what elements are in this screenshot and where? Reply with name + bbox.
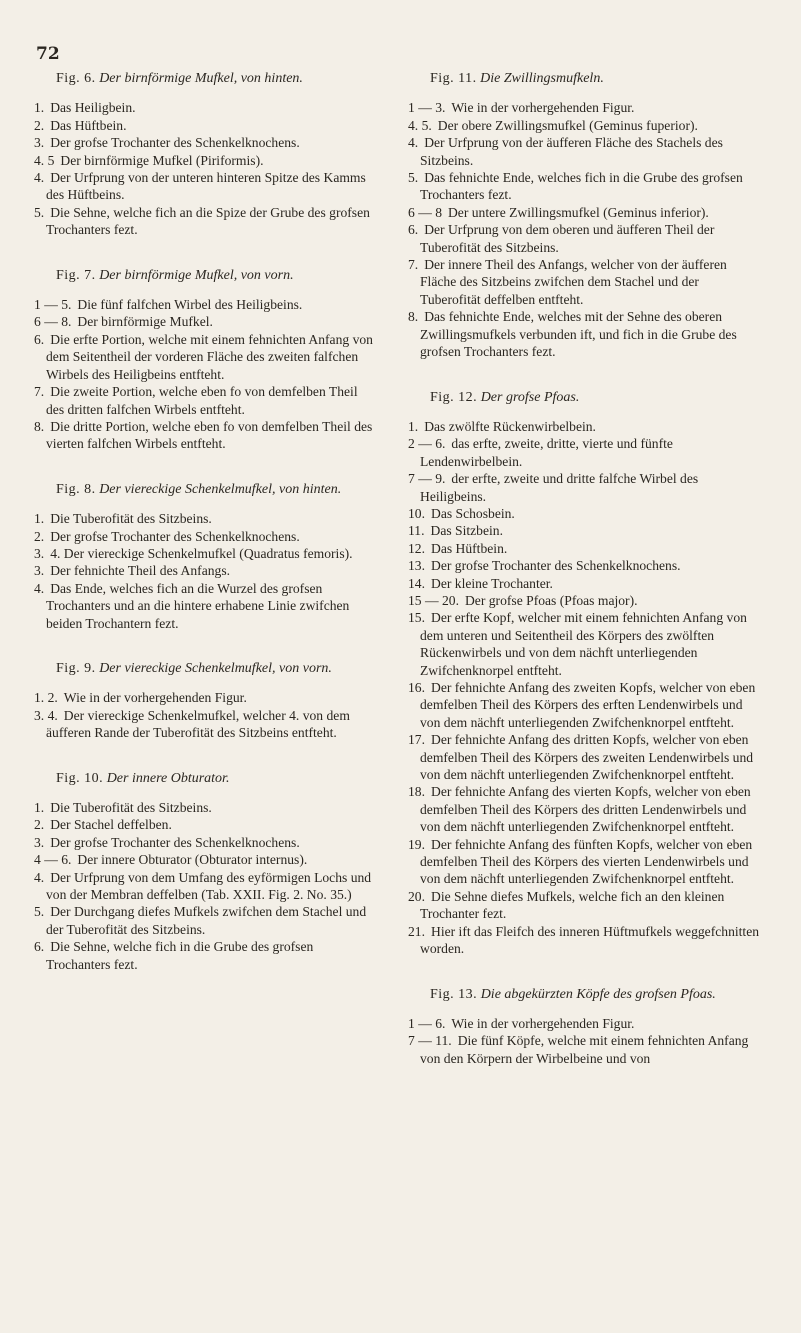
legend-item	[34, 117, 379, 134]
legend-item	[34, 510, 379, 527]
item-number: 6 — 8	[408, 204, 442, 220]
item-text: Die zweite Portion, welche eben fo von demfelben Theil des dritten falfchen Wirbels entfteht.	[46, 384, 358, 417]
legend-item	[34, 169, 379, 204]
legend-item	[408, 731, 760, 783]
item-number: 4. 5.	[408, 117, 432, 133]
item-number: 14.	[408, 575, 425, 591]
item-text: Der fehnichte Anfang des vierten Kopfs, welcher von eben demfelben Theil des Körpers des dritten Lendenwirbels und von dem nächft unterliegenden Zwifchenknorpel entfteht.	[420, 784, 751, 835]
item-text: Der grofse Trochanter des Schenkelknochens.	[50, 834, 300, 850]
item-number: 2.	[34, 817, 45, 833]
figure-label: Fig. 11.	[430, 71, 477, 86]
item-text: Der fehnichte Anfang des zweiten Kopfs, welcher von eben demfelben Theil des Körpers des erften Lendenwirbels und von dem nächft unterliegenden Zwifchenknorpel entfteht.	[420, 680, 756, 730]
item-text: Der obere Zwillingsmufkel (Geminus fuperior).	[437, 117, 698, 133]
item-number: 3.	[34, 834, 45, 850]
legend-item	[34, 903, 379, 938]
legend-item	[408, 923, 760, 958]
item-number: 1 — 3.	[408, 100, 446, 116]
legend-item	[408, 505, 760, 522]
item-number: 3.	[34, 545, 45, 561]
legend-item	[34, 545, 379, 562]
item-text: Der Stachel deffelben.	[50, 817, 172, 833]
item-text: Der birnförmige Mufkel (Piriformis).	[60, 152, 264, 168]
legend-item	[408, 679, 760, 731]
item-text: Der grofse Trochanter des Schenkelknochens.	[431, 558, 681, 574]
figure-title: Der birnförmige Mufkel, von vorn.	[99, 267, 294, 283]
item-text: Wie in der vorhergehenden Figur.	[63, 690, 247, 706]
item-text: Die Sehne, welche fich an die Spize der Grube des grofsen Trochanters fezt.	[46, 204, 370, 238]
legend-item	[408, 256, 760, 308]
figure-heading	[56, 481, 379, 498]
item-number: 15 — 20.	[408, 592, 459, 608]
item-number: 4.	[34, 869, 45, 885]
figure-legend	[34, 267, 379, 453]
legend-item	[34, 707, 379, 742]
figure-legend	[34, 481, 379, 632]
item-number: 17.	[408, 732, 425, 748]
figure-legend	[34, 660, 379, 742]
item-text: Das fehnichte Ende, welches fich in die Grube des grofsen Trochanters fezt.	[420, 170, 743, 203]
figure-title: Die abgekürzten Köpfe des grofsen Pfoas.	[480, 986, 716, 1002]
item-text: Der fehnichte Theil des Anfangs.	[50, 563, 231, 579]
item-number: 3.	[34, 135, 45, 151]
item-number: 18.	[408, 784, 425, 800]
legend-item	[34, 331, 379, 383]
item-number: 1.	[408, 418, 419, 434]
figure-legend	[408, 70, 760, 361]
figure-heading	[430, 389, 760, 406]
figure-legend	[34, 770, 379, 973]
item-number: 5.	[34, 904, 45, 920]
item-text: der erfte, zweite und dritte falfche Wirbel des Heiligbeins.	[420, 471, 699, 504]
figure-label: Fig. 8.	[56, 481, 96, 497]
legend-item	[34, 204, 379, 239]
item-number: 7 — 11.	[408, 1033, 452, 1049]
item-text: Der fehnichte Anfang des fünften Kopfs, welcher von eben demfelben Theil des Körpers des vierten Lendenwirbels und von dem nächft unterliegenden Zwifchenknorpel entfteht.	[420, 836, 753, 887]
legend-item	[408, 592, 760, 609]
item-number: 6.	[34, 331, 45, 347]
item-number: 6.	[408, 222, 419, 238]
legend-item	[408, 888, 760, 923]
item-text: Die fünf Köpfe, welche mit einem fehnichten Anfang von den Körpern der Wirbelbeine und von	[420, 1033, 749, 1066]
item-text: Das fehnichte Ende, welches mit der Sehne des oberen Zwillingsmufkels verbunden ift, und fich in die Grube des grofsen Trochanters fezt.	[420, 309, 737, 360]
figure-title: Der viereckige Schenkelmufkel, von hinten.	[99, 481, 342, 497]
item-text: Das Hüftbein.	[50, 117, 127, 133]
figure-legend	[408, 389, 760, 958]
item-text: Der viereckige Schenkelmufkel, welcher 4. von dem äufferen Rande der Tuberofität des Sitzbeins entfteht.	[46, 707, 350, 741]
item-text: das erfte, zweite, dritte, vierte und fünfte Lendenwirbelbein.	[420, 436, 673, 469]
figure-title: Der viereckige Schenkelmufkel, von vorn.	[99, 660, 332, 676]
figure-label: Fig. 7.	[56, 267, 96, 283]
item-number: 8.	[408, 309, 419, 325]
item-text: Das Schosbein.	[431, 505, 515, 521]
item-number: 1.	[34, 511, 45, 527]
item-text: Wie in der vorhergehenden Figur.	[451, 100, 635, 116]
item-text: Der Urfprung von dem Umfang des eyförmigen Lochs und von der Membran deffelben (Tab. XXII. Fig. 2. No. 35.)	[46, 869, 372, 903]
legend-item	[408, 418, 760, 435]
item-text: Das Ende, welches fich an die Wurzel des grofsen Trochanters und an die hintere erhabene Linie zwifchen beiden Trochantern fezt.	[46, 580, 350, 631]
legend-item	[408, 99, 760, 116]
legend-item	[34, 313, 379, 330]
legend-item	[34, 152, 379, 169]
item-number: 1.	[34, 800, 45, 815]
figure-heading	[430, 986, 760, 1003]
legend-item	[34, 134, 379, 151]
item-text: Das Sitzbein.	[430, 523, 503, 539]
item-number: 3. 4.	[34, 707, 58, 723]
legend-item	[34, 851, 379, 868]
legend-item	[34, 816, 379, 833]
item-number: 6 — 8.	[34, 314, 72, 330]
item-text: Das zwölfte Rückenwirbelbein.	[424, 418, 596, 434]
legend-item	[408, 308, 760, 360]
figure-heading	[56, 70, 379, 87]
item-number: 11.	[408, 523, 425, 539]
item-text: Wie in der vorhergehenden Figur.	[451, 1015, 635, 1031]
left-column	[34, 70, 379, 1001]
figure-heading	[56, 660, 379, 677]
legend-item	[408, 1015, 760, 1032]
item-text: 4. Der viereckige Schenkelmufkel (Quadratus femoris).	[50, 545, 353, 561]
item-number: 16.	[408, 680, 425, 695]
legend-item	[408, 836, 760, 888]
figure-title: Der grofse Pfoas.	[480, 389, 580, 405]
item-text: Das Heiligbein.	[50, 100, 136, 116]
legend-item	[34, 562, 379, 579]
legend-item	[408, 470, 760, 505]
legend-item	[34, 834, 379, 851]
item-number: 10.	[408, 505, 425, 521]
item-text: Der erfte Kopf, welcher mit einem fehnichten Anfang von dem unteren und Seitentheil des Körpers des zwölften Rückenwirbels und von dem nächft unterliegenden Zwifchenknorpel entfteht.	[420, 610, 747, 678]
item-text: Der kleine Trochanter.	[431, 575, 553, 591]
item-number: 12.	[408, 540, 425, 556]
item-text: Der Durchgang diefes Mufkels zwifchen dem Stachel und der Tuberofität des Sitzbeins.	[46, 904, 367, 937]
figure-title: Der innere Obturator.	[106, 770, 230, 786]
item-number: 20.	[408, 888, 425, 904]
figure-label: Fig. 13.	[430, 986, 478, 1002]
figure-heading	[430, 70, 760, 87]
item-text: Der untere Zwillingsmufkel (Geminus inferior).	[447, 204, 709, 220]
legend-item	[34, 799, 379, 816]
item-text: Der Urfprung von der äufferen Fläche des Stachels des Sitzbeins.	[420, 135, 723, 168]
legend-item	[408, 1032, 760, 1067]
item-number: 4.	[34, 580, 45, 596]
figure-legend	[34, 70, 379, 239]
item-number: 2.	[34, 117, 45, 133]
legend-item	[408, 221, 760, 256]
item-number: 7.	[408, 257, 419, 273]
item-text: Die Tuberofität des Sitzbeins.	[50, 511, 212, 527]
legend-item	[408, 540, 760, 557]
item-number: 13.	[408, 558, 425, 574]
item-text: Der fehnichte Anfang des dritten Kopfs, welcher von eben demfelben Theil des Körpers des zweiten Lendenwirbels und von dem nächft unterliegenden Zwifchenknorpel entfteht.	[420, 732, 754, 783]
item-text: Der birnförmige Mufkel.	[77, 314, 213, 330]
item-text: Der grofse Pfoas (Pfoas major).	[464, 592, 638, 608]
legend-item	[34, 689, 379, 706]
item-number: 1 — 5.	[34, 297, 72, 313]
item-number: 8.	[34, 418, 45, 434]
item-text: Hier ift das Fleifch des inneren Hüftmufkels weggefchnitten worden.	[420, 923, 760, 957]
legend-item	[408, 169, 760, 204]
figure-label: Fig. 9.	[56, 660, 96, 676]
item-text: Der Urfprung von der unteren hinteren Spitze des Kamms des Hüftbeins.	[46, 170, 366, 203]
legend-item	[34, 296, 379, 313]
item-text: Die Sehne, welche fich in die Grube des grofsen Trochanters fezt.	[46, 939, 314, 972]
item-text: Die Tuberofität des Sitzbeins.	[50, 800, 212, 815]
item-text: Der innere Obturator (Obturator internus).	[77, 852, 308, 868]
item-number: 1.	[34, 100, 45, 116]
item-number: 4 — 6.	[34, 852, 72, 868]
item-text: Der innere Theil des Anfangs, welcher von der äufferen Fläche des Sitzbeins zwifchen dem Stachel und der Tuberofität deffelben entfteht.	[420, 257, 727, 307]
page-number: 72	[36, 44, 60, 64]
figure-legend	[408, 986, 760, 1068]
legend-item	[34, 383, 379, 418]
figure-heading	[56, 770, 379, 787]
figure-label: Fig. 10.	[56, 770, 104, 786]
item-number: 1 — 6.	[408, 1015, 446, 1031]
legend-item	[408, 522, 760, 539]
legend-item	[408, 783, 760, 835]
item-number: 6.	[34, 939, 45, 955]
item-text: Die Sehne diefes Mufkels, welche fich an den kleinen Trochanter fezt.	[420, 888, 725, 922]
item-number: 15.	[408, 610, 425, 626]
figure-title: Der birnförmige Mufkel, von hinten.	[99, 71, 303, 86]
legend-item	[408, 435, 760, 470]
figure-label: Fig. 6.	[56, 71, 96, 86]
item-number: 3.	[34, 563, 45, 579]
legend-item	[408, 609, 760, 679]
item-number: 7.	[34, 384, 45, 400]
item-text: Die fünf falfchen Wirbel des Heiligbeins.	[77, 297, 303, 313]
item-number: 1. 2.	[34, 690, 58, 706]
item-text: Der grofse Trochanter des Schenkelknochens.	[50, 135, 300, 151]
item-number: 19.	[408, 836, 425, 852]
item-text: Das Hüftbein.	[431, 540, 508, 556]
item-number: 5.	[408, 170, 419, 186]
legend-item	[34, 528, 379, 545]
item-number: 4. 5	[34, 152, 55, 168]
item-text: Der Urfprung von dem oberen und äufferen Theil der Tuberofität des Sitzbeins.	[420, 222, 715, 255]
legend-item	[408, 117, 760, 134]
item-text: Die erfte Portion, welche mit einem fehnichten Anfang von dem Seitentheil der vorderen Fläche des zweiten falfchen Wirbels des Heiligbeins entfteht.	[46, 331, 373, 382]
figure-heading	[56, 267, 379, 284]
figure-label: Fig. 12.	[430, 389, 478, 405]
legend-item	[34, 580, 379, 632]
item-number: 21.	[408, 923, 425, 939]
item-number: 5.	[34, 204, 45, 220]
legend-item	[34, 938, 379, 973]
legend-item	[34, 869, 379, 904]
item-number: 7 — 9.	[408, 471, 446, 487]
item-number: 4.	[34, 170, 45, 186]
legend-item	[408, 575, 760, 592]
item-number: 2 — 6.	[408, 436, 446, 452]
legend-item	[408, 134, 760, 169]
item-text: Die dritte Portion, welche eben fo von demfelben Theil des vierten falfchen Wirbels entfteht.	[46, 418, 373, 452]
legend-item	[34, 99, 379, 116]
legend-item	[408, 557, 760, 574]
right-column	[408, 70, 760, 1095]
item-number: 4.	[408, 135, 419, 151]
item-number: 2.	[34, 528, 45, 544]
item-text: Der grofse Trochanter des Schenkelknochens.	[50, 528, 300, 544]
figure-title: Die Zwillingsmufkeln.	[480, 71, 604, 86]
legend-item	[408, 204, 760, 221]
legend-item	[34, 418, 379, 453]
